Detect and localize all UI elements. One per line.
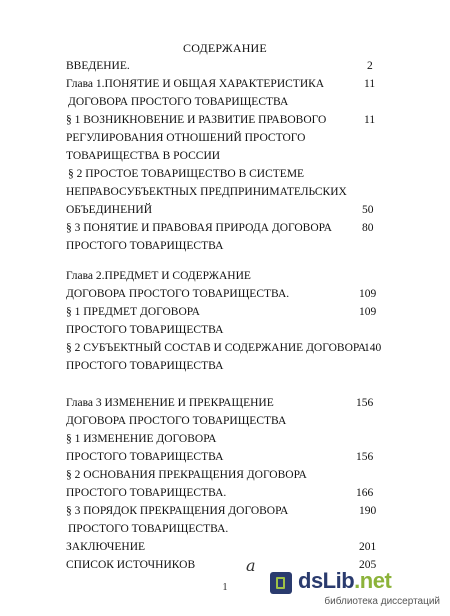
toc-entry-text: § 2 СУБЪЕКТНЫЙ СОСТАВ И СОДЕРЖАНИЕ ДОГОВОРА xyxy=(66,342,367,354)
watermark-logo xyxy=(270,566,440,610)
toc-entry-page: 2 xyxy=(367,60,373,72)
toc-entry xyxy=(0,130,450,146)
toc-entry-text: НЕПРАВОСУБЪЕКТНЫХ ПРЕДПРИНИМАТЕЛЬСКИХ xyxy=(66,186,347,198)
toc-entry-text: РЕГУЛИРОВАНИЯ ОТНОШЕНИЙ ПРОСТОГО xyxy=(66,132,306,144)
toc-entry xyxy=(0,340,450,356)
toc-entry xyxy=(0,358,450,374)
watermark-subtitle: библиотека диссертаций xyxy=(324,596,440,607)
toc-entry-text: Глава 1.ПОНЯТИЕ И ОБЩАЯ ХАРАКТЕРИСТИКА xyxy=(66,78,325,90)
book-icon xyxy=(270,572,292,594)
toc-entry-page: 80 xyxy=(362,222,374,234)
toc-entry-text: ОБЪЕДИНЕНИЙ xyxy=(66,204,153,216)
toc-entry xyxy=(0,485,450,501)
toc-entry-text: ДОГОВОРА ПРОСТОГО ТОВАРИЩЕСТВА. xyxy=(66,288,290,300)
toc-entry-page: 156 xyxy=(356,451,374,463)
toc-entry-text: ДОГОВОРА ПРОСТОГО ТОВАРИЩЕСТВА xyxy=(68,96,289,108)
toc-entry xyxy=(0,220,450,236)
toc-entry-text: ПРОСТОГО ТОВАРИЩЕСТВА xyxy=(66,240,224,252)
toc-entry-text: § 2 ОСНОВАНИЯ ПРЕКРАЩЕНИЯ ДОГОВОРА xyxy=(66,469,307,481)
toc-entry-text: § 1 ПРЕДМЕТ ДОГОВОРА xyxy=(66,306,200,318)
toc-entry-page: 11 xyxy=(364,78,376,90)
toc-entry xyxy=(0,148,450,164)
toc-entry xyxy=(0,521,450,537)
toc-entry xyxy=(0,304,450,320)
toc-entry-text: ДОГОВОРА ПРОСТОГО ТОВАРИЩЕСТВА xyxy=(66,415,287,427)
toc-entry-page: 166 xyxy=(356,487,374,499)
toc-entry-text: ПРОСТОГО ТОВАРИЩЕСТВА xyxy=(66,324,224,336)
page-number: 1 xyxy=(222,582,228,593)
toc-entry-text: ПРОСТОГО ТОВАРИЩЕСТВА xyxy=(66,451,224,463)
toc-entry-text: ТОВАРИЩЕСТВА В РОССИИ xyxy=(66,150,221,162)
toc-entry-text: ВВЕДЕНИЕ. xyxy=(66,60,130,72)
toc-entry-text: ПРОСТОГО ТОВАРИЩЕСТВА xyxy=(66,360,224,372)
toc-title: СОДЕРЖАНИЕ xyxy=(183,41,267,55)
toc-entry-text: ЗАКЛЮЧЕНИЕ xyxy=(66,541,146,553)
toc-entry xyxy=(0,112,450,128)
toc-entry xyxy=(0,503,450,519)
toc-entry xyxy=(0,76,450,92)
toc-entry-page: 109 xyxy=(359,306,377,318)
toc-entry-text: ПРОСТОГО ТОВАРИЩЕСТВА. xyxy=(66,487,227,499)
toc-entry-text: § 1 ВОЗНИКНОВЕНИЕ И РАЗВИТИЕ ПРАВОВОГО xyxy=(66,114,327,126)
toc-entry xyxy=(0,449,450,465)
toc-entry-page: 156 xyxy=(356,397,374,409)
toc-entry xyxy=(0,184,450,200)
toc-entry-text: Глава 2.ПРЕДМЕТ И СОДЕРЖАНИЕ xyxy=(66,270,251,282)
toc-entry xyxy=(0,431,450,447)
toc-entry-page: 140 xyxy=(364,342,382,354)
toc-entry xyxy=(0,268,450,284)
toc-entry-page: 11 xyxy=(364,114,376,126)
toc-entry-text: § 2 ПРОСТОЕ ТОВАРИЩЕСТВО В СИСТЕМЕ xyxy=(68,168,305,180)
toc-entry xyxy=(0,286,450,302)
toc-entry xyxy=(0,202,450,218)
toc-entry xyxy=(0,166,450,182)
toc-entry-text: СПИСОК ИСТОЧНИКОВ xyxy=(66,559,196,571)
handwritten-signature: a xyxy=(246,556,256,575)
toc-entry-text: ПРОСТОГО ТОВАРИЩЕСТВА. xyxy=(68,523,229,535)
toc-entry xyxy=(0,413,450,429)
toc-entry xyxy=(0,467,450,483)
toc-entry-page: 50 xyxy=(362,204,374,216)
toc-entry xyxy=(0,238,450,254)
toc-entry-page: 109 xyxy=(359,288,377,300)
toc-entry xyxy=(0,395,450,411)
watermark-brand: dsLib.net xyxy=(298,568,392,593)
toc-entry-text: § 3 ПОНЯТИЕ И ПРАВОВАЯ ПРИРОДА ДОГОВОРА xyxy=(66,222,332,234)
toc-entry xyxy=(0,322,450,338)
toc-entry-page: 190 xyxy=(359,505,377,517)
toc-entry-text: § 3 ПОРЯДОК ПРЕКРАЩЕНИЯ ДОГОВОРА xyxy=(66,505,289,517)
toc-entry xyxy=(0,58,450,74)
toc-entry xyxy=(0,539,450,555)
toc-entry xyxy=(0,94,450,110)
toc-entry-text: § 1 ИЗМЕНЕНИЕ ДОГОВОРА xyxy=(66,433,217,445)
toc-entry-page: 201 xyxy=(359,541,377,553)
toc-entry-page: 205 xyxy=(359,559,377,571)
toc-entry-text: Глава 3 ИЗМЕНЕНИЕ И ПРЕКРАЩЕНИЕ xyxy=(66,397,274,409)
